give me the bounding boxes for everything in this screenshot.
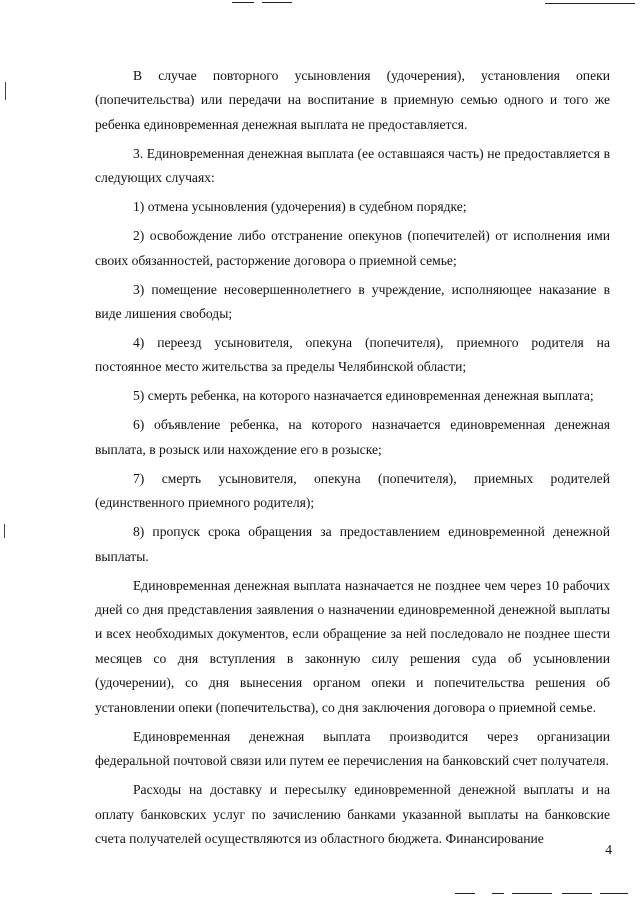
list-item-4: 4) переезд усыновителя, опекуна (попечителя), приемного родителя на постоянное место жительства за пределы Челябинской области; [95, 335, 610, 375]
list-item-5: 5) смерть ребенка, на которого назначается единовременная денежная выплата; [133, 388, 594, 404]
scan-mark-left-2 [4, 524, 5, 538]
paragraph-repeat-adoption: В случае повторного усыновления (удочерения), установления опеки (попечительства) или передачи на воспитание в приемную семью одного и того же ребенка единовременная денежная выплата не предоставляется. [95, 68, 610, 132]
list-item-2: 2) освобождение либо отстранение опекунов (попечителей) от исполнения ими своих обязанностей, расторжение договора о приемной семье; [95, 228, 610, 268]
list-item-7: 7) смерть усыновителя, опекуна (попечителя), приемных родителей (единственного приемного родителя); [95, 470, 610, 511]
page-number: 4 [605, 842, 612, 857]
scan-mark-bottom-1 [455, 893, 475, 894]
scan-mark-left-1 [5, 82, 6, 100]
paragraph-clause-3: 3. Единовременная денежная выплата (ее оставшаяся часть) не предоставляется в следующих случаях: [95, 145, 610, 186]
list-item-1: 1) отмена усыновления (удочерения) в судебном порядке; [133, 199, 467, 215]
scan-mark-top-3 [545, 3, 635, 4]
list-item-3: 3) помещение несовершеннолетнего в учреждение, исполняющее наказание в виде лишения свободы; [95, 281, 610, 322]
scan-mark-bottom-3 [512, 893, 552, 894]
list-item-8: 8) пропуск срока обращения за предоставлением единовременной денежной выплаты. [95, 524, 610, 564]
scan-mark-bottom-2 [492, 893, 504, 894]
scan-mark-bottom-4 [562, 893, 592, 894]
scan-mark-top-1 [232, 2, 254, 3]
paragraph-payment-method: Единовременная денежная выплата производится через организации федеральной почтовой связи или путем ее перечисления на банковский счет получателя. [95, 728, 610, 769]
scan-mark-top-2 [262, 2, 292, 3]
paragraph-payment-deadline: Единовременная денежная выплата назначается не позднее чем через 10 рабочих дней со дня представления заявления о назначении единовременной денежной выплаты и всех необходимых документов, если обращение за ней последовало не позднее шести месяцев со дня вступления в законную силу решения суда об усыновлении (удочерении), со дня вынесения органом опеки и попечительства решения об установлении опеки (попечительства), со дня заключения договора о приемной семье. [95, 577, 610, 715]
paragraph-expenses: Расходы на доставку и пересылку единовременной денежной выплаты и на оплату банковских услуг по зачислению банками указанной выплаты на банковские счета получателей осуществляются из областного бюджета. Финансирование [95, 782, 610, 846]
scan-mark-bottom-5 [600, 893, 628, 894]
document-body [95, 64, 610, 856]
list-item-6: 6) объявление ребенка, на которого назначается единовременная денежная выплата, в розыск или нахождение его в розыске; [95, 417, 610, 457]
